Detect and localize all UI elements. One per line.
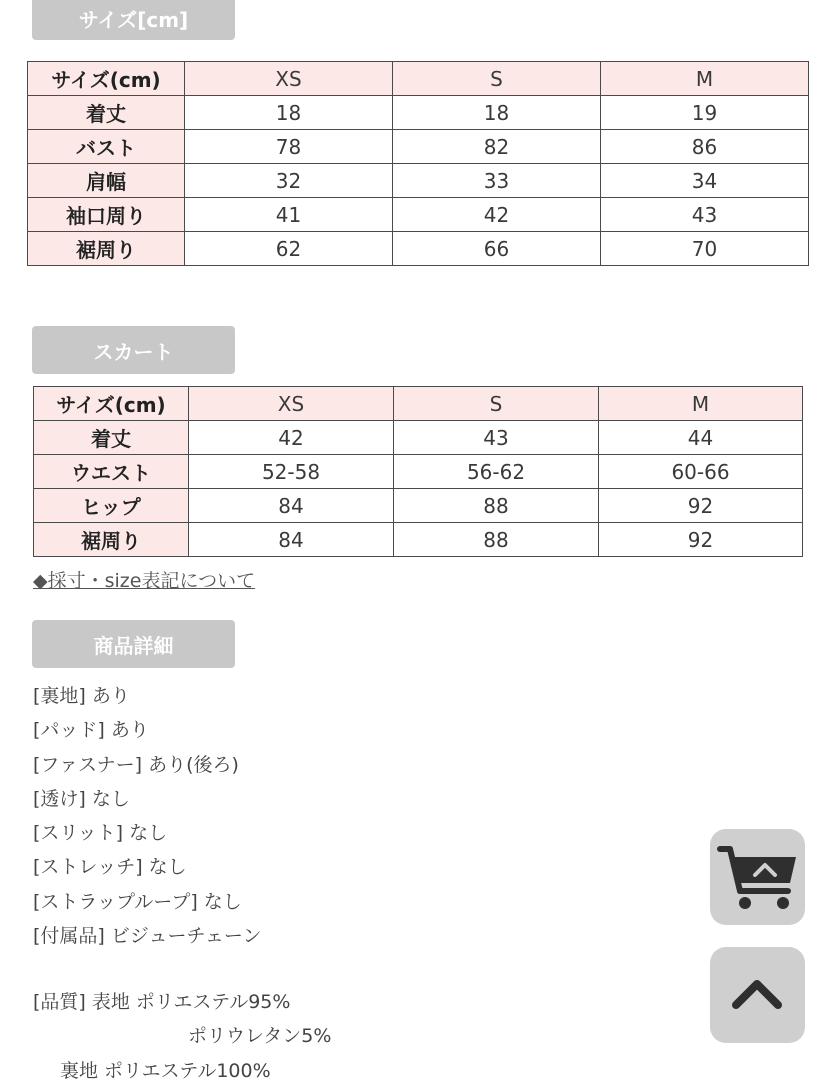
table-cell: 43 — [394, 421, 599, 455]
top-size-table — [27, 61, 809, 266]
detail-item: [スリット] なし — [33, 822, 168, 845]
table-cell: 62 — [185, 232, 393, 266]
table-cell: 82 — [393, 130, 601, 164]
row-label: バスト — [28, 130, 185, 164]
row-label: 着丈 — [28, 96, 185, 130]
detail-item: [付属品] ビジューチェーン — [33, 925, 262, 948]
table-cell: 52-58 — [189, 455, 394, 489]
row-label: 着丈 — [34, 421, 189, 455]
row-label: ヒップ — [34, 489, 189, 523]
section-title-size-label: サイズ[cm] — [78, 7, 189, 32]
table-cell: 33 — [393, 164, 601, 198]
table-row — [34, 489, 803, 523]
table-header-cell: サイズ(cm) — [34, 387, 189, 421]
row-label: 袖口周り — [28, 198, 185, 232]
table-cell: 42 — [189, 421, 394, 455]
cart-button[interactable] — [710, 829, 805, 925]
table-row — [28, 130, 809, 164]
table-row — [28, 96, 809, 130]
table-cell: 43 — [601, 198, 809, 232]
table-cell: 56-62 — [394, 455, 599, 489]
skirt-size-table — [33, 386, 803, 557]
table-cell: 19 — [601, 96, 809, 130]
back-to-top-button[interactable] — [710, 947, 805, 1043]
quality-lining-line: 裏地 ポリエステル100% — [60, 1060, 271, 1082]
detail-item: [パッド] あり — [33, 719, 149, 742]
table-cell: 92 — [599, 523, 803, 557]
table-cell: 86 — [601, 130, 809, 164]
size-notation-link[interactable]: ◆採寸・size表記について — [33, 570, 256, 592]
table-row — [34, 455, 803, 489]
detail-item: [ストラップループ] なし — [33, 890, 242, 913]
quality-outer-line-2: ポリウレタン5% — [188, 1025, 332, 1047]
table-cell: 66 — [393, 232, 601, 266]
table-header-cell: サイズ(cm) — [28, 62, 185, 96]
table-cell: 88 — [394, 523, 599, 557]
table-cell: 84 — [189, 523, 394, 557]
table-row — [28, 198, 809, 232]
cart-icon — [710, 829, 805, 925]
table-header-row — [34, 387, 803, 421]
table-row — [28, 164, 809, 198]
section-title-skirt-label: スカート — [93, 339, 174, 364]
section-title-details — [32, 620, 235, 668]
table-cell: 18 — [185, 96, 393, 130]
table-header-cell: S — [393, 62, 601, 96]
section-title-size — [32, 0, 235, 40]
row-label: 肩幅 — [28, 164, 185, 198]
detail-item: [裏地] あり — [33, 685, 130, 707]
table-header-cell: S — [394, 387, 599, 421]
section-title-skirt — [32, 326, 235, 374]
table-cell: 41 — [185, 198, 393, 232]
table-header-row — [28, 62, 809, 96]
row-label: 裾周り — [34, 523, 189, 557]
table-header-cell: M — [601, 62, 809, 96]
table-cell: 88 — [394, 489, 599, 523]
table-cell: 78 — [185, 130, 393, 164]
table-cell: 70 — [601, 232, 809, 266]
section-title-details-label: 商品詳細 — [93, 633, 174, 658]
table-cell: 34 — [601, 164, 809, 198]
table-cell: 84 — [189, 489, 394, 523]
table-row — [34, 523, 803, 557]
chevron-up-icon — [710, 947, 805, 1043]
row-label: 裾周り — [28, 232, 185, 266]
quality-outer-line: [品質] 表地 ポリエステル95% — [33, 991, 291, 1013]
table-row — [34, 421, 803, 455]
detail-item: [ファスナー] あり(後ろ) — [33, 753, 239, 776]
detail-item: [透け] なし — [33, 787, 130, 810]
product-details-list — [33, 679, 262, 953]
detail-item: [ストレッチ] なし — [33, 856, 187, 879]
table-header-cell: M — [599, 387, 803, 421]
table-cell: 32 — [185, 164, 393, 198]
table-header-cell: XS — [185, 62, 393, 96]
table-header-cell: XS — [189, 387, 394, 421]
table-cell: 92 — [599, 489, 803, 523]
row-label: ウエスト — [34, 455, 189, 489]
table-cell: 18 — [393, 96, 601, 130]
table-cell: 42 — [393, 198, 601, 232]
table-row — [28, 232, 809, 266]
table-cell: 44 — [599, 421, 803, 455]
table-cell: 60-66 — [599, 455, 803, 489]
